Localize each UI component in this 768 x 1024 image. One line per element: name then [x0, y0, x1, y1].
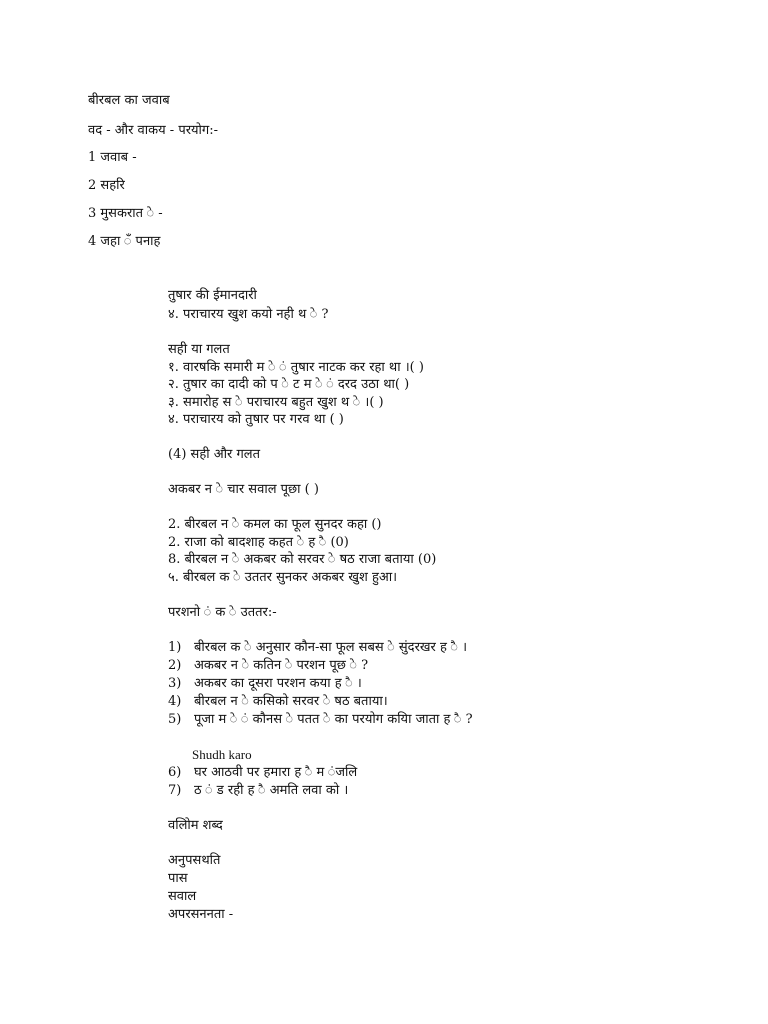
question-text: बीरबल क े अनुसार कौन-सा फूल सबस े सुंदरखर ह ै । [194, 640, 468, 655]
question-text: पूजा म े ं कौनस े पतत े का परयोग कयिा जाता ह ै ? [194, 712, 473, 727]
question-text: अकबर न े कतिन े परशन पूछ े ? [194, 658, 369, 673]
vocab-item: 2 सहरि [88, 178, 125, 193]
shudh-karo-heading: Shudh karo [192, 747, 252, 762]
vocab-item: 4 जहा ँ पनाह [88, 234, 161, 249]
qa-question [168, 712, 473, 728]
antonym-word: सवाल [168, 889, 197, 904]
question-text: ठ ं ड रही ह ै अमति लवा को । [194, 783, 349, 798]
true-false-item: १. वारषकि समारी म े ं तुषार नाटक कर रहा था ।( ) [168, 360, 424, 375]
true-false-item: २. तुषार का दादी को प े ट म े ं दरद उठा था( ) [168, 377, 410, 392]
statement-item: 2. राजा को बादशाह कहत े ह ै (0) [168, 535, 349, 550]
question-text: अकबर का दूसरा परशन कया ह ै । [194, 676, 362, 691]
question-number: 2) [168, 658, 182, 673]
vocab-item: 1 जवाब - [88, 150, 137, 165]
question-number: 4) [168, 694, 182, 709]
lesson-title-2: तुषार की ईमानदारी [168, 288, 257, 303]
vocab-item: 3 मुसकरात े - [88, 206, 163, 221]
antonym-word: अनुपसथति [168, 853, 221, 868]
qa-question [168, 640, 467, 656]
question-text: घर आठवी पर हमारा ह ै म ंजलि [194, 765, 358, 780]
qa-question [168, 658, 368, 674]
qa-question [168, 676, 362, 692]
antonym-word: अपरसननता - [168, 907, 234, 922]
question-line: ४. पराचारय खुश कयो नही थ े ? [168, 307, 329, 322]
word-sentence-heading: वद - और वाकय - परयोग:- [88, 123, 219, 138]
statement-item: ५. बीरबल क े उततर सुनकर अकबर खुश हुआ। [168, 570, 398, 585]
question-number: 1) [168, 640, 182, 655]
qa-question [168, 765, 357, 781]
statement-line: अकबर न े चार सवाल पूछा ( ) [168, 482, 319, 497]
question-number: 6) [168, 765, 182, 780]
qa-question [168, 783, 348, 799]
true-false-heading-2: (4) सही और गलत [168, 447, 261, 462]
statement-item: 8. बीरबल न े अकबर को सरवर े षठ राजा बताया (0) [168, 552, 437, 567]
question-number: 7) [168, 783, 182, 798]
antonym-word: पास [168, 871, 188, 886]
qa-heading: परशनो ं क े उततर:- [168, 605, 277, 620]
question-text: बीरबल न े कसिको सरवर े षठ बताया। [194, 694, 388, 709]
lesson-title: बीरबल का जवाब [88, 93, 170, 108]
true-false-heading: सही या गलत [168, 342, 230, 357]
qa-question [168, 694, 388, 710]
question-number: 5) [168, 712, 182, 727]
true-false-item: ३. समारोह स े पराचारय बहुत खुश थ े ।( ) [168, 395, 384, 410]
question-number: 3) [168, 676, 182, 691]
statement-item: 2. बीरबल न े कमल का फूल सुनदर कहा () [168, 517, 382, 532]
antonyms-heading: वलिोम शब्द [168, 818, 223, 833]
true-false-item: ४. पराचारय को तुषार पर गरव था ( ) [168, 412, 344, 427]
